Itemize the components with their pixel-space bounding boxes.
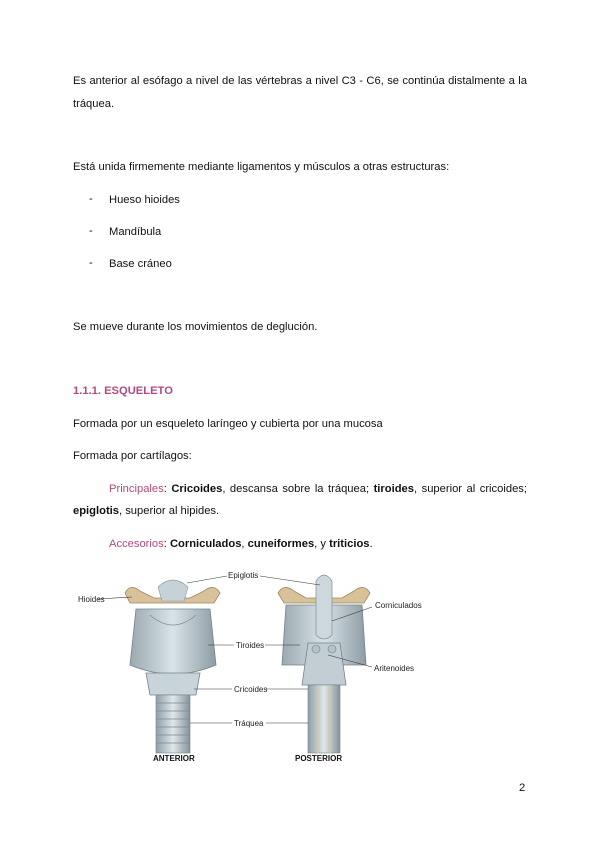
label-aritenoides: Aritenoides <box>374 664 415 673</box>
intro-line-2: tráquea. <box>73 98 115 110</box>
posterior-larynx <box>278 575 370 753</box>
term-triticios: triticios <box>329 538 370 550</box>
colon: : <box>163 483 172 495</box>
page-number: 2 <box>519 782 526 794</box>
text-fragment: . <box>369 538 373 550</box>
accesorios-label: Accesorios <box>109 538 164 550</box>
term-tiroides: tiroides <box>373 483 414 495</box>
thyroid-cartilage-anterior <box>130 609 216 674</box>
label-view-anterior: ANTERIOR <box>153 754 195 763</box>
term-epiglotis: epiglotis <box>73 505 119 517</box>
trachea-posterior <box>308 685 340 753</box>
accesorios-line <box>109 537 373 551</box>
label-tiroides: Tiroides <box>236 641 265 650</box>
label-corniculados: Corniculados <box>375 601 422 610</box>
bullet-dash: - <box>89 257 93 269</box>
text-fragment: , y <box>314 538 330 550</box>
section-heading: 1.1.1. ESQUELETO <box>73 385 173 397</box>
label-view-posterior: POSTERIOR <box>295 754 343 763</box>
arytenoid-left <box>312 645 320 653</box>
label-epiglotis: Epiglotis <box>228 571 259 580</box>
list-item-mandibula: Mandíbula <box>109 226 162 238</box>
intro-line-1: Es anterior al esófago a nivel de las vértebras a nivel C3 - C6, se continúa distalmente a la <box>73 75 527 87</box>
text-fragment: , superior al cricoides; <box>414 483 527 495</box>
colon: : <box>163 538 170 550</box>
text-fragment: , descansa sobre la tráquea; <box>222 483 374 495</box>
larynx-illustration <box>70 565 450 765</box>
list-item-base-craneo: Base cráneo <box>109 258 172 270</box>
cricoid-cartilage-posterior <box>302 643 346 685</box>
term-corniculados: Corniculados <box>169 538 242 550</box>
bullet-dash: - <box>89 225 93 237</box>
epiglottis-tip-anterior <box>158 580 188 601</box>
text-fragment: , superior al hipides. <box>119 505 220 517</box>
section-line-1: Formada por un esqueleto laríngeo y cubierta por una mucosa <box>73 418 383 430</box>
term-cuneiformes: cuneiformes <box>247 538 315 550</box>
anterior-larynx <box>125 580 220 753</box>
cricoid-cartilage-anterior <box>146 673 200 695</box>
label-hioides: Hioides <box>78 595 105 604</box>
list-item-hioides: Hueso hioides <box>109 194 180 206</box>
movement-text: Se mueve durante los movimientos de deglución. <box>73 321 318 333</box>
section-line-2: Formada por cartílagos: <box>73 450 192 462</box>
label-traquea: Tráquea <box>234 719 264 728</box>
term-cricoides: Cricoides <box>171 483 223 495</box>
principales-line-1 <box>109 482 527 496</box>
label-cricoides: Cricoides <box>234 685 268 694</box>
arytenoid-right <box>328 645 336 653</box>
principales-line-2 <box>73 504 219 518</box>
trachea-anterior <box>156 695 190 753</box>
text-fragment: , <box>241 538 248 550</box>
bullet-dash: - <box>89 193 93 205</box>
attachment-text: Está unida firmemente mediante ligamentos y músculos a otras estructuras: <box>73 161 450 173</box>
principales-label: Principales <box>109 483 164 495</box>
